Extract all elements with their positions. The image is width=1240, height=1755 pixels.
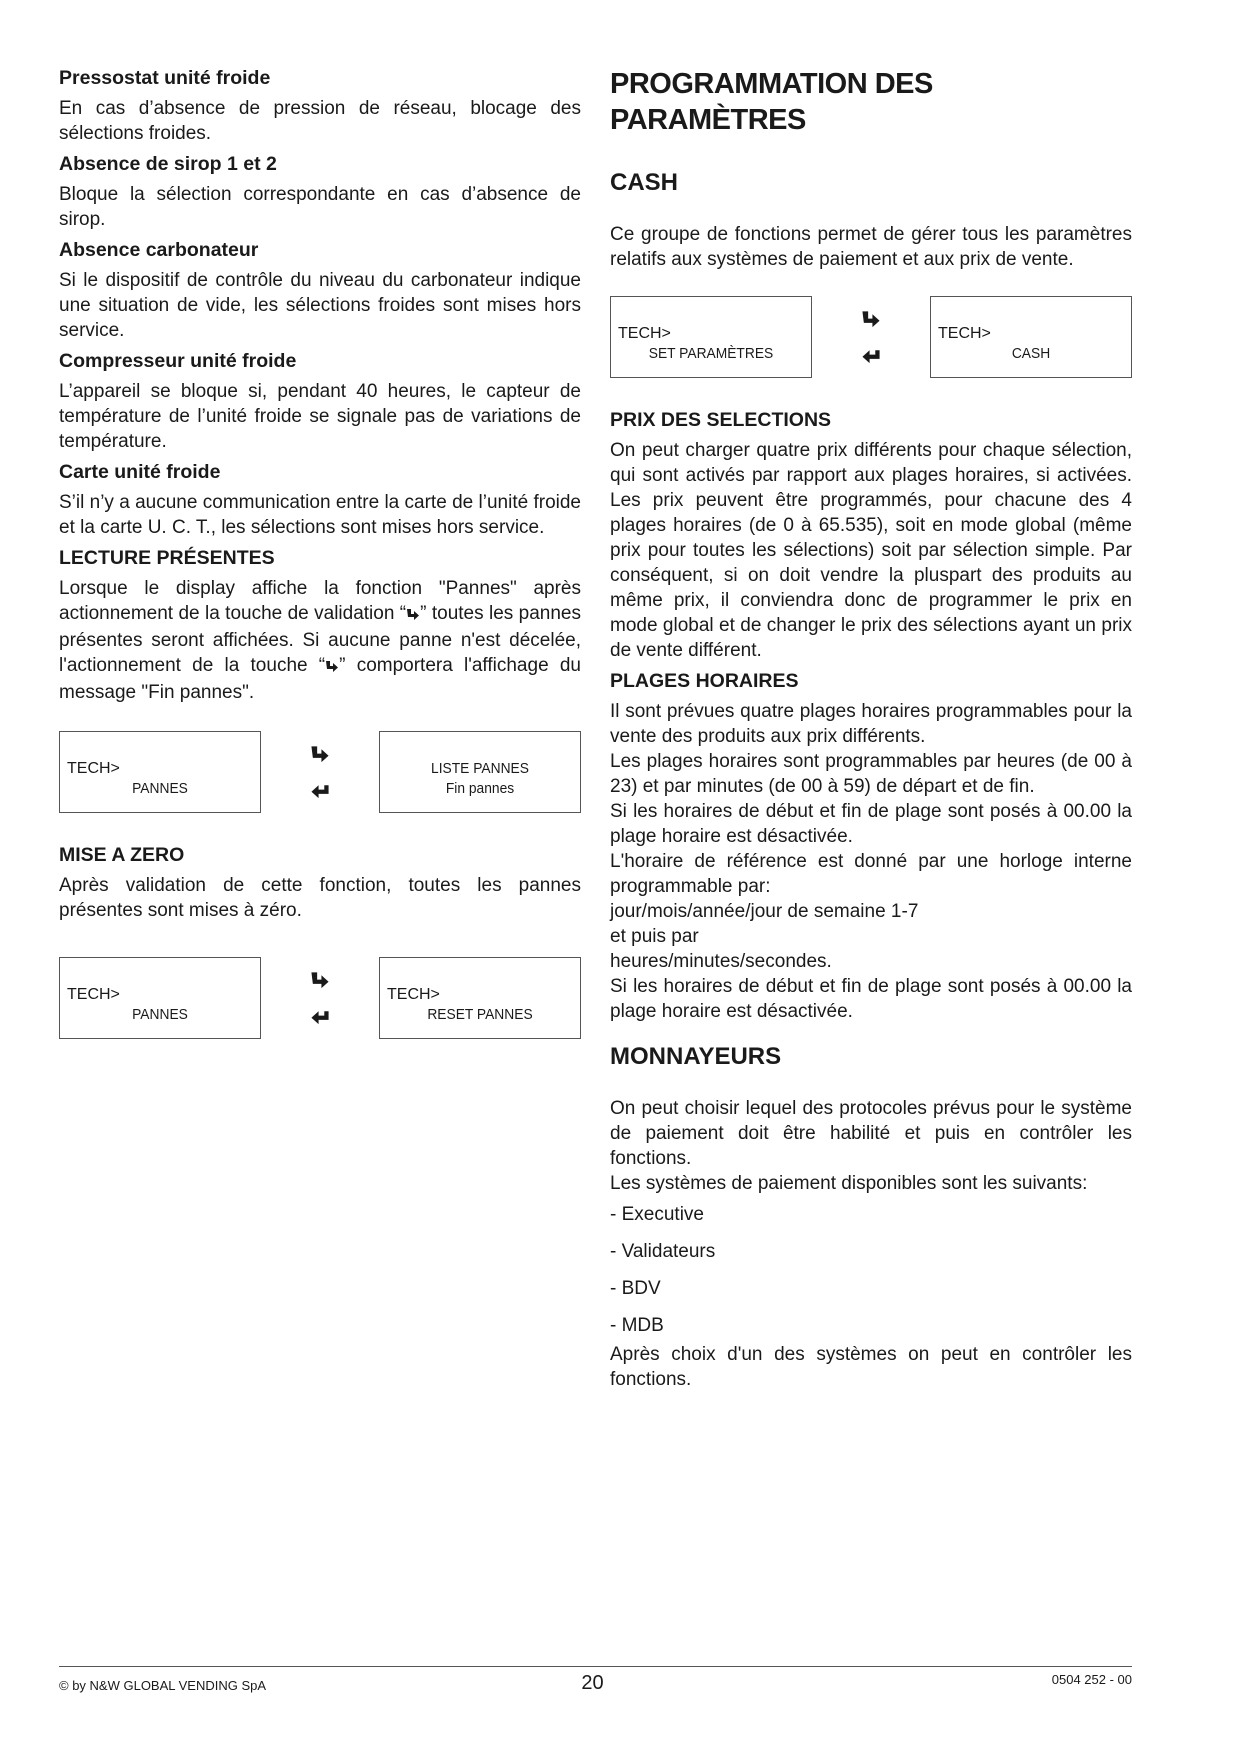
section-text: On peut charger quatre prix différents pour chaque sélection, qui sont activés par rapport aux plages horaires, si activées. Les prix peuvent être programmés, pour chacune des 4 plages horaires (de 0 à 65.535), soit en mode global (même prix pour toutes les sélections) soit par sélection simple. Par conséquent, si on doit vendre la pluspart des produits au même prix, il conviendra donc de programmer le prix en mode global et de changer le prix des sélections ayant un prix de vente différent. xyxy=(610,440,1132,661)
back-arrow-icon xyxy=(310,781,330,801)
enter-arrow-icon xyxy=(325,655,339,680)
section-heading: MONNAYEURS xyxy=(610,1043,782,1070)
display-line: PANNES xyxy=(132,780,188,797)
section-text: et puis par xyxy=(610,926,699,947)
left-column xyxy=(59,66,581,1069)
display-panel xyxy=(379,957,581,1039)
list-item: - MDB xyxy=(610,1315,664,1336)
display-line: TECH> xyxy=(938,325,991,342)
section-title: Compresseur unité froide xyxy=(59,350,297,372)
section-heading: CASH xyxy=(610,169,679,196)
page-title: PROGRAMMATION DES PARAMÈTRES xyxy=(610,68,933,136)
back-arrow-icon xyxy=(310,1007,330,1027)
list-item: - Validateurs xyxy=(610,1241,716,1262)
text-part: Lorsque le display affiche la fonction "Pannes" après actionnement de la touche de validation “ xyxy=(59,578,581,624)
display-line: RESET PANNES xyxy=(427,1006,533,1023)
display-panel xyxy=(59,731,261,813)
section-title: PRIX DES SELECTIONS xyxy=(610,409,832,431)
display-panel xyxy=(610,296,812,378)
section-text: Si les horaires de début et fin de plage sont posés à 00.00 la plage horaire est désactivée. xyxy=(610,801,1132,847)
display-line: TECH> xyxy=(618,325,671,342)
section-text: Les plages horaires sont programmables par heures (de 00 à 23) et par minutes (de 00 à 59) de départ et de fin. xyxy=(610,751,1132,797)
nav-arrows xyxy=(310,745,330,805)
list-item: - Executive xyxy=(610,1204,704,1225)
enter-arrow-icon xyxy=(310,745,330,765)
nav-arrows xyxy=(310,971,330,1031)
display-panel-row xyxy=(59,957,581,1043)
section-text: Si les horaires de début et fin de plage sont posés à 00.00 la plage horaire est désactivée. xyxy=(610,976,1132,1022)
display-line: PANNES xyxy=(132,1006,188,1023)
text-part: ” comportera l'affichage du message "Fin pannes". xyxy=(59,655,581,703)
section-text: Les systèmes de paiement disponibles sont les suivants: xyxy=(610,1173,1088,1194)
section-text: heures/minutes/secondes. xyxy=(610,951,832,972)
section-text xyxy=(59,576,581,705)
section-title: Absence carbonateur xyxy=(59,239,259,261)
section-title: LECTURE PRÉSENTES xyxy=(59,547,275,569)
section-title: Pressostat unité froide xyxy=(59,67,271,89)
display-line: CASH xyxy=(1011,345,1051,362)
display-line: SET PARAMÈTRES xyxy=(648,345,774,362)
footer-divider xyxy=(59,1666,1132,1667)
list-item: - BDV xyxy=(610,1278,661,1299)
display-line: TECH> xyxy=(67,986,120,1003)
display-line: Fin pannes xyxy=(445,780,515,797)
display-panel-row xyxy=(59,731,581,817)
section-text: S’il n’y a aucune communication entre la carte de l’unité froide et la carte U. C. T., les sélections sont mises hors service. xyxy=(59,492,581,538)
section-title: MISE A ZERO xyxy=(59,844,185,866)
section-text: L’appareil se bloque si, pendant 40 heures, le capteur de température de l’unité froide se signale pas de variations de température. xyxy=(59,381,581,452)
enter-arrow-icon xyxy=(861,310,881,330)
section-text: Bloque la sélection correspondante en cas d’absence de sirop. xyxy=(59,184,581,230)
display-line: TECH> xyxy=(67,760,120,777)
text-part: ” toutes les pannes présentes seront affichées. Si aucune panne n'est décelée, l'actionnement de la touche “ xyxy=(59,603,582,676)
display-panel xyxy=(930,296,1132,378)
section-text: Après validation de cette fonction, toutes les pannes présentes sont mises à zéro. xyxy=(59,875,581,921)
display-panel-row xyxy=(610,296,1132,382)
display-line: LISTE PANNES xyxy=(431,760,529,777)
right-column xyxy=(610,66,1132,1398)
document-code: 0504 252 - 00 xyxy=(1051,1672,1132,1687)
section-title: Absence de sirop 1 et 2 xyxy=(59,153,277,175)
enter-arrow-icon xyxy=(406,603,420,628)
section-text: Après choix d'un des systèmes on peut en contrôler les fonctions. xyxy=(610,1344,1132,1390)
display-line: TECH> xyxy=(387,986,440,1003)
page-number: 20 xyxy=(581,1672,604,1694)
section-text: jour/mois/année/jour de semaine 1-7 xyxy=(610,901,919,922)
back-arrow-icon xyxy=(861,346,881,366)
enter-arrow-icon xyxy=(310,971,330,991)
section-text: En cas d’absence de pression de réseau, blocage des sélections froides. xyxy=(59,98,581,144)
section-text: On peut choisir lequel des protocoles prévus pour le système de paiement doit être habilité et puis en contrôler les fonctions. xyxy=(610,1098,1132,1169)
footer-copyright: © by N&W GLOBAL VENDING SpA xyxy=(59,1678,267,1693)
display-panel xyxy=(379,731,581,813)
section-title: PLAGES HORAIRES xyxy=(610,670,799,692)
nav-arrows xyxy=(861,310,881,370)
section-text: Si le dispositif de contrôle du niveau du carbonateur indique une situation de vide, les sélections froides sont mises hors service. xyxy=(59,270,581,341)
section-text: Il sont prévues quatre plages horaires programmables pour la vente des produits aux prix différents. xyxy=(610,701,1132,747)
section-text: Ce groupe de fonctions permet de gérer tous les paramètres relatifs aux systèmes de paiement et aux prix de vente. xyxy=(610,224,1132,270)
display-panel xyxy=(59,957,261,1039)
section-text: L'horaire de référence est donné par une horloge interne programmable par: xyxy=(610,851,1132,897)
section-title: Carte unité froide xyxy=(59,461,221,483)
